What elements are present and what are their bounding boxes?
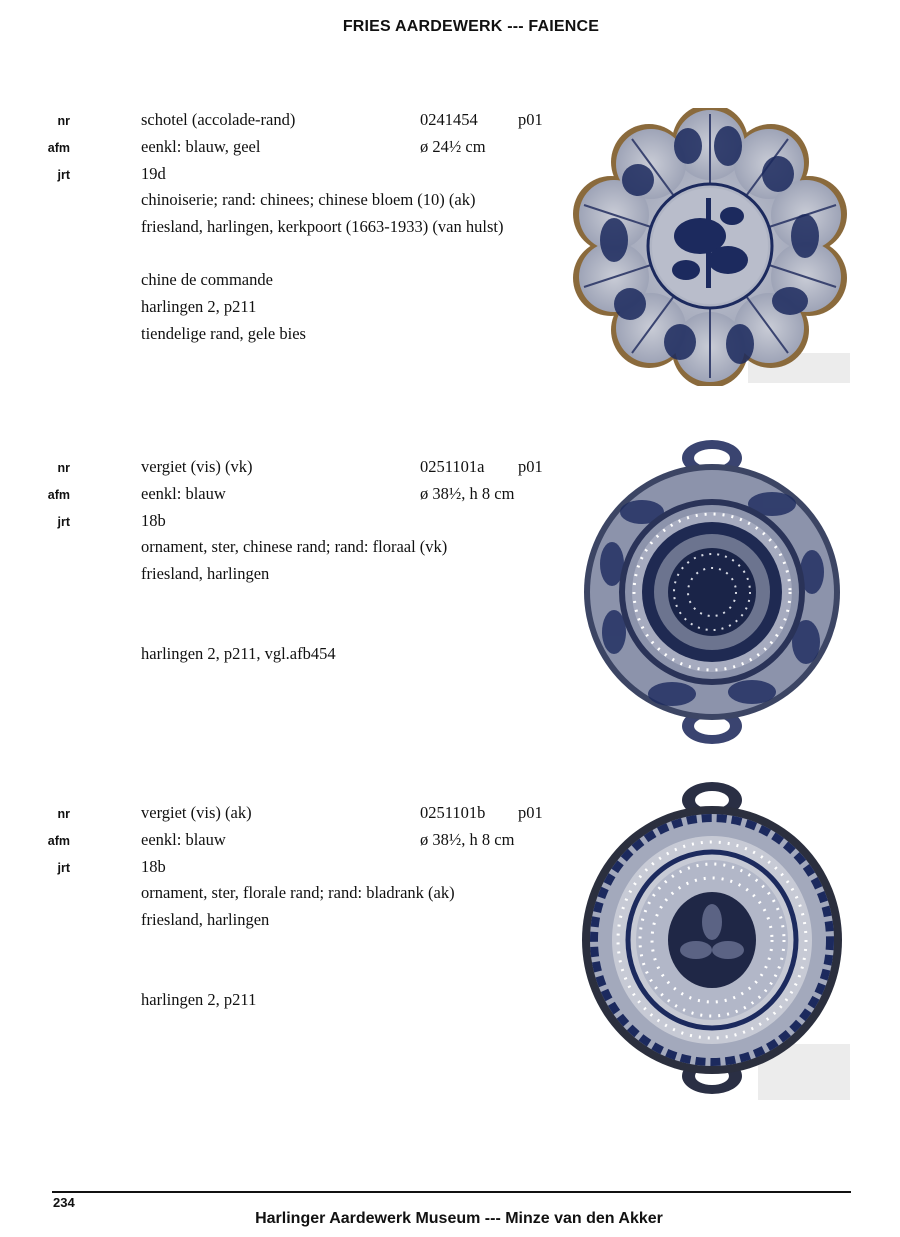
value-literatuur: harlingen 2, p211: [141, 297, 257, 316]
value-fabrikaat: friesland, harlingen, kerkpoort (1663-1933) (van hulst): [141, 217, 504, 236]
value-kleur: eenkl: blauw: [141, 484, 226, 503]
row-fabrikaat: [0, 910, 560, 932]
row-schilder: [0, 244, 560, 266]
row-datering: [0, 857, 560, 879]
value-nr: 0241454: [420, 110, 478, 129]
value-literatuur: harlingen 2, p211: [141, 990, 257, 1009]
row-schilder: [0, 591, 560, 613]
value-literatuur: harlingen 2, p211, vgl.afb454: [141, 644, 336, 663]
row-opmerking: [0, 324, 560, 346]
row-opmerking: [0, 671, 560, 693]
row-literatuur: [0, 644, 560, 666]
value-voorbeeld: chine de commande: [141, 270, 273, 289]
row-schilder: [0, 937, 560, 959]
value-kleur: eenkl: blauw, geel: [141, 137, 261, 156]
value-voorwerp: vergiet (vis) (ak): [141, 803, 252, 822]
value-nr: 0251101b: [420, 803, 486, 822]
row-fabrikaat: [0, 564, 560, 586]
label-nr: nr: [57, 461, 70, 475]
value-datering: 18b: [141, 511, 166, 530]
value-voorstelling: ornament, ster, florale rand; rand: bladrank (ak): [141, 883, 455, 902]
row-opschrift: [0, 1044, 560, 1066]
value-voorstelling: ornament, ster, chinese rand; rand: floraal (vk): [141, 537, 448, 556]
page-number: 234: [53, 1195, 75, 1210]
label-nr: nr: [57, 807, 70, 821]
row-literatuur: [0, 990, 560, 1012]
label-afm: afm: [47, 488, 70, 502]
value-page-code: p01: [518, 110, 543, 129]
label-jrt: jrt: [57, 515, 70, 529]
dish-photo: [568, 108, 853, 386]
value-page-code: p01: [518, 803, 543, 822]
value-fabrikaat: friesland, harlingen: [141, 564, 270, 583]
row-kleur: [0, 137, 560, 159]
footer-title: Harlinger Aardewerk Museum --- Minze van den Akker: [255, 1210, 663, 1227]
label-afm: afm: [47, 141, 70, 155]
label-jrt: jrt: [57, 168, 70, 182]
value-datering: 18b: [141, 857, 166, 876]
strainer-photo-ak: [578, 782, 852, 1102]
row-datering: [0, 164, 560, 186]
row-datering: [0, 511, 560, 533]
row-voorwerp: [0, 110, 560, 132]
row-voorbeeld: [0, 617, 560, 639]
page-header-title: FRIES AARDEWERK --- FAIENCE: [342, 18, 600, 35]
row-voorstelling: [0, 883, 560, 905]
row-opschrift: [0, 351, 560, 373]
value-voorstelling: chinoiserie; rand: chinees; chinese bloem (10) (ak): [141, 190, 476, 209]
value-datering: 19d: [141, 164, 166, 183]
row-voorbeeld: [0, 270, 560, 292]
row-literatuur: [0, 297, 560, 319]
value-kleur: eenkl: blauw: [141, 830, 226, 849]
row-voorwerp: [0, 803, 560, 825]
row-opschrift: [0, 698, 560, 720]
value-fabrikaat: friesland, harlingen: [141, 910, 270, 929]
strainer-photo-vk: [578, 436, 850, 748]
value-afm: ø 38½, h 8 cm: [420, 830, 515, 849]
row-kleur: [0, 484, 560, 506]
value-afm: ø 38½, h 8 cm: [420, 484, 515, 503]
row-fabrikaat: [0, 217, 560, 239]
row-opmerking: [0, 1017, 560, 1039]
value-page-code: p01: [518, 457, 543, 476]
value-voorwerp: vergiet (vis) (vk): [141, 457, 253, 476]
row-voorbeeld: [0, 963, 560, 985]
footer-rule: [52, 1191, 851, 1193]
label-jrt: jrt: [57, 861, 70, 875]
value-afm: ø 24½ cm: [420, 137, 486, 156]
row-kleur: [0, 830, 560, 852]
value-nr: 0251101a: [420, 457, 485, 476]
row-voorstelling: [0, 190, 560, 212]
label-afm: afm: [47, 834, 70, 848]
label-nr: nr: [57, 114, 70, 128]
row-voorstelling: [0, 537, 560, 559]
value-opmerking: tiendelige rand, gele bies: [141, 324, 306, 343]
row-voorwerp: [0, 457, 560, 479]
value-voorwerp: schotel (accolade-rand): [141, 110, 296, 129]
